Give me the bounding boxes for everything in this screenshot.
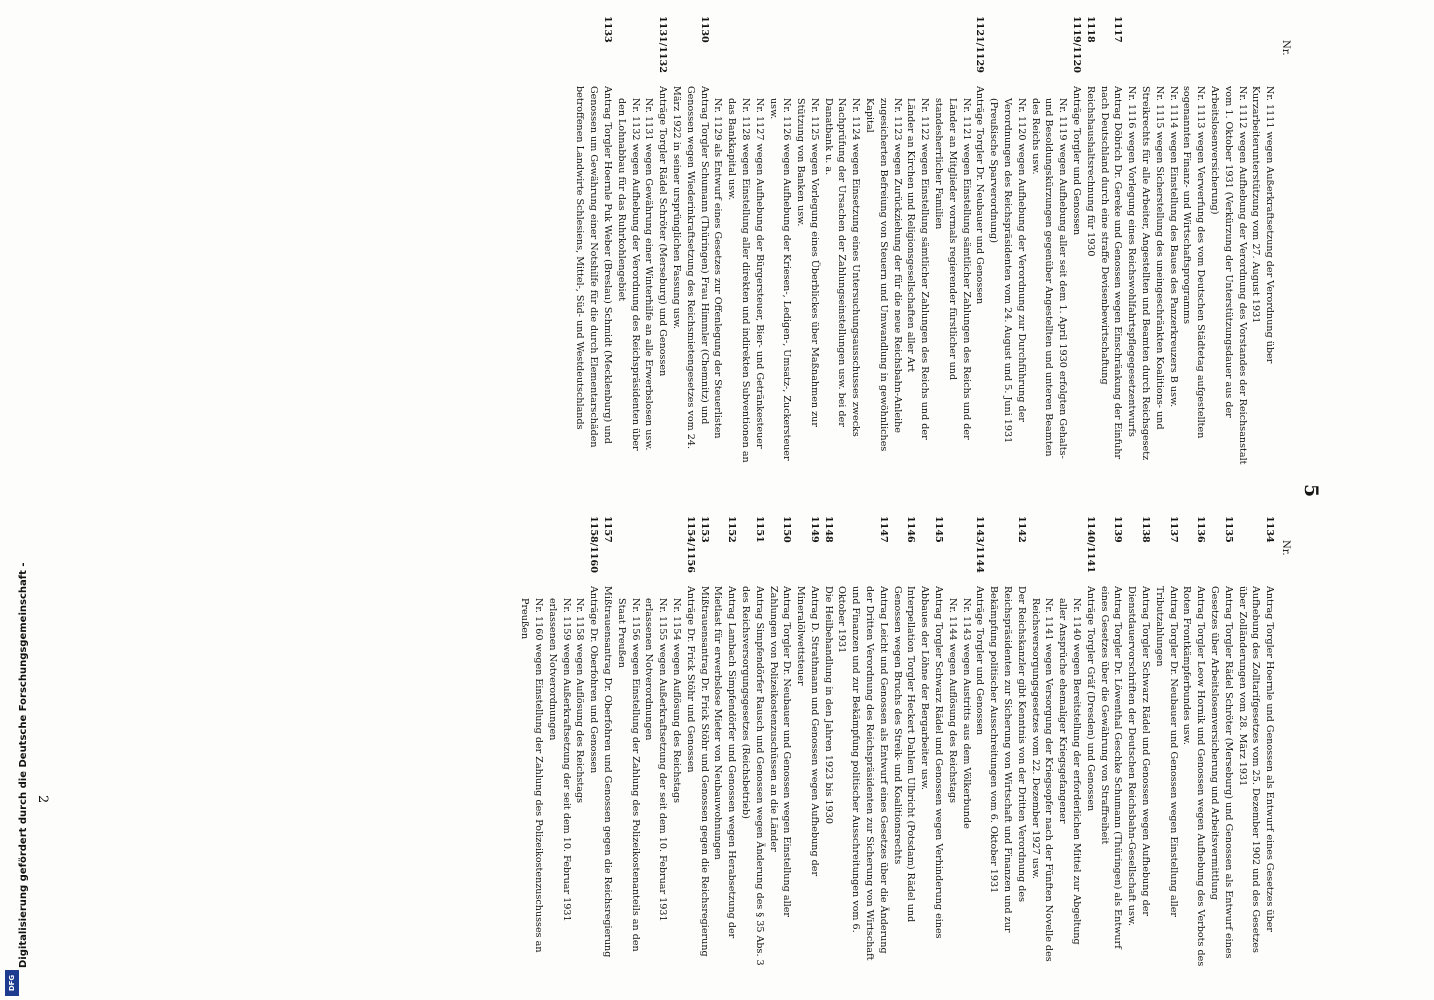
entry-subitem: Nr. 1154 wegen Auflösung des Reichstags — [670, 598, 682, 804]
left-entry-list — [573, 16, 1277, 468]
entry-title: Antrag Torgler Dr. Löwenthal Geschke Schumann (Thüringen) als Entwurf eines Gesetzes über die Gewährung von Straffreiheit — [1098, 586, 1124, 949]
list-item — [793, 516, 821, 968]
entry-title: Mißtrauensantrag Dr. Oberfohren und Genossen gegen die Reichsregierung — [601, 586, 613, 958]
entry-title: Antrag Torgler Dr. Neubauer und Genossen wegen Einstellung aller Tributzahlungen — [1153, 586, 1179, 917]
entry-subitem: Nr. 1160 wegen Einstellung der Zahlung des Polizeikostenzuschusses an Preußen — [519, 598, 544, 953]
entry-number: 1145 — [933, 516, 945, 543]
entry-title: Antrag Döbrich Dr. Gereke und Genossen wegen Einschränkung der Einfuhr nach Deutschland durch eine straffe Devisenbewirtschaftung — [1098, 86, 1124, 460]
right-entry-list — [517, 516, 1276, 968]
entry-title: Antrag Torgler Hoernle und Genossen als Entwurf eines Gesetzes über Aufhebung des Zolltarifgesetzes vom 25. Dezember 1902 und des Gesetzes über Zolländerungen vom 28. März 1931 — [1236, 586, 1276, 953]
entry-title: Anträge Torgler Rädel Schröter (Merseburg) und Genossen — [657, 86, 669, 377]
entry-number: 1137 — [1167, 516, 1179, 543]
entry-number: 1149 — [808, 516, 820, 543]
entry-subitem: Nr. 1143 wegen Austritts aus dem Völkerbunde — [960, 598, 972, 829]
column-header-left: Nr. — [1280, 40, 1291, 56]
list-item — [1124, 16, 1138, 468]
list-item — [986, 16, 1083, 468]
entry-number: 1151 — [753, 516, 765, 543]
list-item — [1138, 16, 1166, 468]
list-item — [1166, 16, 1180, 468]
entry-number: 1146 — [905, 516, 917, 543]
left-column — [573, 16, 1292, 468]
list-item — [1152, 516, 1180, 968]
entry-title: Interpellation Torgler Heckert Dahlem Ulbricht (Potsdam) Rädel und Genossen wegen Bruchs des Streik- und Koalitionsrechts — [891, 586, 917, 923]
entry-title: Antrag Simpfendörfer Rausch und Genossen wegen Änderung des § 35 Abs. 3 des Reichsversorgungsgesetzes (Reichsbetrieb) — [739, 586, 765, 966]
list-item — [738, 516, 766, 968]
list-item — [1207, 16, 1248, 468]
entry-subitem: Nr. 1144 wegen Auflösung des Reichstags — [946, 598, 958, 804]
list-item — [835, 516, 890, 968]
entry-title: Antrag Leicht und Genossen als Entwurf eines Gesetzes über die Änderung der Dritten Verordnung des Reichspräsidenten zur Sicherung von Wirtschaft und Finanzen und zur Bekämpfung politischer Ausschreitungen vom 6. Oktober 1931 — [836, 586, 889, 961]
entry-subitem: Nr. 1141 wegen Versorgung der Kriegsopfer nach der Fünften Novelle des Reichsversorgungsgesetzes vom 22. Dezember 1927 usw. — [1029, 598, 1055, 962]
list-item — [573, 16, 614, 468]
entry-title: Anträge Dr. Oberfohren und Genossen — [588, 586, 600, 774]
right-column — [517, 516, 1292, 968]
entry-subitem: Nr. 1159 wegen Außerkraftsetzung der seit dem 10. Februar 1931 erlassenen Notverordnungen — [546, 598, 572, 922]
entry-title: Mißtrauensantrag Dr. Frick Stöhr und Genossen gegen die Reichsregierung — [698, 586, 710, 957]
entry-number: 1150 — [781, 516, 793, 543]
entry-title: Antrag Torgler Schumann (Thüringen) Frau Himmler (Chemnitz) und Genossen wegen Wiederinkraftsetzung des Reichsmietengesetzes vom 24. März 1922 in seiner ursprünglichen Fassung usw. — [670, 86, 710, 450]
list-item — [917, 516, 945, 968]
entry-title: Antrag Lambach Simpfendörfer und Genossen wegen Herabsetzung der Mietlast für erwerbslose Mieter von Neubauwohnungen — [712, 586, 738, 939]
entry-number: 1133 — [601, 16, 613, 43]
list-item — [614, 516, 697, 968]
list-item — [1180, 16, 1208, 468]
list-item — [1207, 516, 1235, 968]
list-item — [600, 516, 614, 968]
entry-title: Nr. 1114 wegen Einstellung des Baues des Panzerkreuzers B usw. — [1167, 86, 1179, 408]
entry-title: Anträge Torgler Dr. Neubauer und Genossen — [974, 86, 986, 305]
dfg-logo-text: DFG — [8, 974, 16, 992]
entry-subitem: Nr. 1131 wegen Gewährung einer Winterhilfe an alle Erwerbslosen usw. — [643, 98, 655, 451]
entry-title: Der Reichskanzler gibt Kenntnis von der Dritten Verordnung des Reichspräsidenten zur Sicherung von Wirtschaft und Finanzen und zur Bekämpfung politischer Ausschreitungen vom 6. Oktober 1931 — [988, 586, 1027, 933]
list-item — [1097, 516, 1125, 968]
list-item — [1235, 516, 1276, 968]
list-item — [1083, 16, 1097, 468]
dfg-logo-icon — [5, 970, 19, 996]
entry-number: 1154/1156 — [684, 516, 696, 573]
list-item — [669, 16, 710, 468]
entry-title: Antrag D. Strathmann und Genossen wegen Aufhebung der Mineralölwettsteuer — [795, 586, 820, 877]
list-item — [766, 516, 794, 968]
list-item — [1028, 516, 1097, 968]
list-item — [890, 516, 918, 968]
page-number: 5 — [1300, 484, 1322, 498]
sheet-mark: 2 — [35, 795, 50, 804]
entry-subitem: Nr. 1156 wegen Einstellung der Zahlung des Polizeikostenanteils an den Staat Preußen — [615, 598, 641, 952]
entry-number: 1142 — [1015, 516, 1027, 543]
list-item — [1249, 16, 1277, 468]
entry-number: 1121/1129 — [974, 16, 986, 73]
entry-number: 1157 — [601, 516, 613, 543]
list-item — [821, 516, 835, 968]
entry-subitem: Nr. 1155 wegen Außerkraftsetzung der seit dem 10. Februar 1931 erlassenen Notverordnungen — [643, 598, 669, 922]
entry-title: Nr. 1116 wegen Vorlegung eines Reichswohlfahrtspflegegesetzentwurfs — [1126, 86, 1138, 437]
entry-title: Nr. 1112 wegen Aufhebung der Verordnung des Vorstandes der Reichsanstalt vom 1. Oktober 1931 (Verkürzung der Unterstützungsdauer aus der Arbeitslosenversicherung) — [1209, 86, 1248, 465]
list-item — [1124, 516, 1152, 968]
entry-number: 1130 — [698, 16, 710, 43]
list-item — [1180, 516, 1208, 968]
entry-subitem: Nr. 1122 wegen Einstellung sämtlicher Zahlungen des Reichs und der Länder an Kirchen und Religionsgesellschaften aller Art — [905, 98, 931, 440]
dfg-credit-text: Digitalisierung gefördert durch die Deutsche Forschungsgemeinschaft - — [18, 562, 29, 968]
entry-title: Anträge Torgler und Genossen — [1071, 86, 1083, 236]
entry-number: 1117 — [1112, 16, 1124, 43]
entry-subitem: Nr. 1158 wegen Auflösung des Reichstags — [574, 598, 586, 804]
entry-title: Antrag Torgler Leow Hornik und Genossen wegen Aufhebung des Verbots des Roten Frontkämpferbundes usw. — [1181, 586, 1207, 967]
list-item — [711, 16, 987, 468]
list-item — [697, 516, 711, 968]
entry-number: 1136 — [1195, 516, 1207, 543]
entry-title: Anträge Torgler und Genossen — [974, 586, 986, 736]
entry-number: 1135 — [1222, 516, 1234, 543]
entry-title: Nr. 1111 wegen Außerkraftsetzung der Verordnung über Kurzarbeiterunterstützung vom 27. August 1931 — [1250, 86, 1276, 364]
entry-number: 1139 — [1112, 516, 1124, 543]
entry-subitem: Nr. 1128 wegen Einstellung aller direkten und indirekten Subventionen an das Bankkapital usw. — [726, 98, 751, 463]
list-item — [986, 516, 1027, 968]
entry-title: Nr. 1115 wegen Sicherstellung des uneingeschränkten Koalitions- und Streikrechts für alle Arbeiter, Angestellten und Beamten durch Reichsgesetz — [1140, 86, 1165, 461]
entry-title: Anträge Torgler Gräf (Dresden) und Genossen — [1084, 586, 1096, 812]
entry-subitem: Nr. 1132 wegen Aufhebung der Verordnung des Reichspräsidenten über den Lohnabbau für das Ruhrkohlengebiet — [615, 98, 641, 451]
entry-number: 1147 — [877, 516, 889, 543]
list-item — [517, 516, 600, 968]
entry-number: 1119/1120 — [1071, 16, 1083, 73]
entry-title: Antrag Torgler Schwarz Rädel und Genossen wegen Aufhebung der Dienstdauervorschriften der Deutschen Reichsbahn-Gesellschaft usw. — [1126, 586, 1152, 927]
entry-number: 1134 — [1264, 516, 1276, 543]
entry-number: 1118 — [1084, 16, 1096, 43]
entry-number: 1148 — [822, 516, 834, 543]
entry-subitem: Nr. 1119 wegen Aufhebung aller seit dem 1. April 1930 erfolgten Gehalts- und Besoldungskürzungen gegenüber Angestellten und unteren Beamten des Reichs usw. — [1029, 98, 1069, 459]
list-item — [711, 516, 739, 968]
entry-number: 1138 — [1140, 516, 1152, 543]
footer-strip — [2, 0, 29, 1000]
entry-title: Antrag Torgler Rädel Schröter (Merseburg) und Genossen als Entwurf eines Gesetzes über Arbeitslosenversicherung und Arbeitsvermittlung — [1209, 586, 1234, 959]
entry-subitem: Nr. 1127 wegen Aufhebung der Bürgersteuer, Bier- und Getränkesteuer — [753, 98, 765, 449]
entry-number: 1131/1132 — [657, 16, 669, 73]
list-item — [945, 516, 986, 968]
entry-title: Anträge Dr. Frick Stöhr und Genossen — [684, 586, 696, 773]
entry-subitem: Nr. 1120 wegen Aufhebung der Verordnung zur Durchführung der Verordnungen des Reichspräsidenten vom 24. August und 5. Juni 1931 (Preußische Sparverordnung) — [988, 98, 1027, 444]
list-item — [1097, 16, 1125, 468]
entry-subitem: Nr. 1121 wegen Einstellung sämtlicher Zahlungen des Reichs und der Länder an Mitglieder vormals regierender fürstlicher und standesherrlicher Familien — [933, 98, 972, 440]
entry-title: Reichshaushaltsrechnung für 1930 — [1084, 86, 1096, 257]
entry-number: 1152 — [726, 516, 738, 543]
entry-title: Antrag Torgler Schwarz Rädel und Genossen wegen Verhinderung eines Abbaues der Löhne der Bergarbeiter usw. — [919, 586, 945, 939]
entry-subitem: Nr. 1123 wegen Zurückziehung der für die neue Reichsbahn-Anleihe zugesicherten Befreiung von Steuern und Umwandlung in gewöhnliches Kapital — [864, 98, 903, 452]
entry-subitem: Nr. 1125 wegen Vorlegung eines Überblickes über Maßnahmen zur Stützung von Banken usw. — [795, 98, 820, 427]
entry-subitem: Nr. 1140 wegen Bereitstellung der erforderlichen Mittel zur Abgeltung aller Ansprüche ehemaliger Kriegsgefangener — [1057, 598, 1083, 945]
column-header-right: Nr. — [1280, 540, 1291, 556]
entry-number: 1153 — [698, 516, 710, 543]
entry-number: 1143/1144 — [974, 516, 986, 573]
entry-title: Antrag Torgler Dr. Neubauer und Genossen wegen Einstellung aller Zahlungen von Polizeikostenzuschüssen an die Länder — [767, 586, 793, 917]
entry-subitem: Nr. 1124 wegen Einsetzung eines Untersuchungsausschusses zwecks Nachprüfung der Ursachen der Zahlungseinstellungen usw. bei der Danatbank u. a. — [822, 98, 862, 437]
entry-title: Nr. 1113 wegen Verwerfung des vom Deutschen Städtetag aufgestellten sogenannten Finanz- und Wirtschaftsprogramms — [1181, 86, 1207, 439]
entry-subitem: Nr. 1129 als Entwurf eines Gesetzes zur Offenlegung der Steuerlisten — [712, 98, 724, 439]
list-item — [614, 16, 669, 468]
entry-title: Die Heilbehandlung in den Jahren 1923 bis 1930 — [822, 586, 834, 824]
entry-title: Antrag Torgler Hoernle Puk Weber (Breslau) Schmidt (Mecklenburg) und Genossen um Gewährung einer Notshilfe für die durch Elementarschäden betroffenen Landwirte Schlesiens, Mittel-, Süd- und Westdeutschlands — [574, 86, 613, 448]
entry-subitem: Nr. 1126 wegen Aufhebung der Kriesen-, Ledigen-, Umsatz-, Zuckersteuer usw. — [767, 98, 793, 461]
entry-number: 1158/1160 — [588, 516, 600, 573]
entry-number: 1140/1141 — [1084, 516, 1096, 573]
